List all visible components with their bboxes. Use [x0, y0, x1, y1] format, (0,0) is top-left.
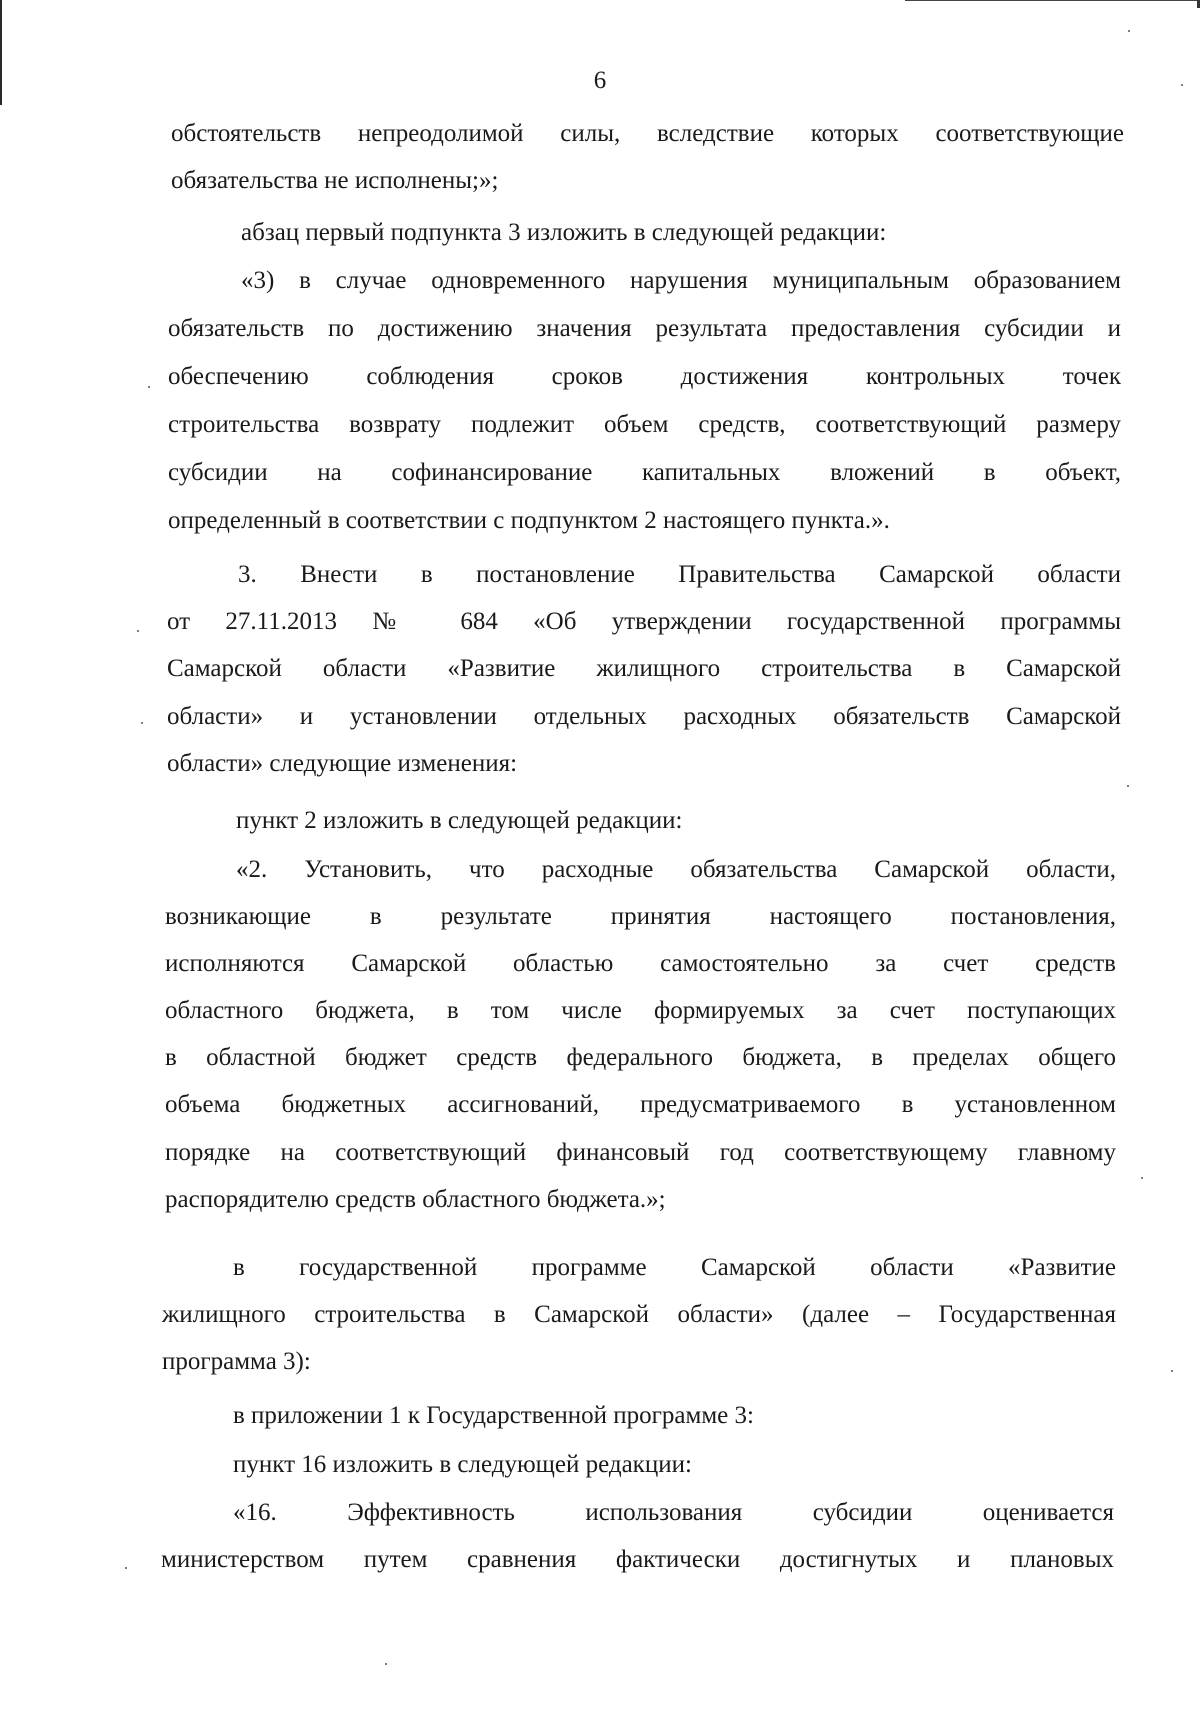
text-line: «3) в случае одновременного нарушения муниципальным образованием: [241, 267, 1121, 294]
paragraph-item-16-text: [161, 1489, 1114, 1583]
text-line: в государственной программе Самарской области «Развитие: [233, 1254, 1116, 1281]
page-number: 6: [593, 67, 607, 94]
text-line: субсидии на софинансирование капитальных вложений в объект,: [168, 459, 1121, 486]
scan-speck: [141, 722, 143, 724]
paragraph-appendix-1: [233, 1392, 1113, 1439]
text-line: пункт 16 изложить в следующей редакции:: [233, 1451, 692, 1478]
text-line: строительства возврату подлежит объем средств, соответствующий размеру: [168, 411, 1121, 438]
scan-speck: [385, 1663, 387, 1665]
text-line: области» следующие изменения:: [167, 749, 518, 777]
scan-speck: [137, 630, 139, 632]
text-line: 3. Внести в постановление Правительства Самарской области: [238, 561, 1121, 588]
text-line: обеспечению соблюдения сроков достижения контрольных точек: [168, 363, 1121, 390]
text-line: программа 3):: [162, 1348, 311, 1375]
paragraph-subitem-3-instruction: [241, 209, 1121, 256]
paragraph-state-program-3: [162, 1244, 1116, 1385]
text-line: обязательств по достижению значения результата предоставления субсидии и: [168, 315, 1121, 342]
paragraph-item-3-amend-resolution: [167, 551, 1121, 787]
text-line: в приложении 1 к Государственной программе 3:: [233, 1402, 754, 1429]
text-line: областного бюджета, в том числе формируемых за счет поступающих: [165, 997, 1116, 1025]
text-line: министерством путем сравнения фактически достигнутых и плановых: [161, 1546, 1114, 1573]
scan-speck: [148, 386, 150, 388]
text-line: «16. Эффективность использования субсидии оценивается: [233, 1499, 1114, 1526]
text-line: распорядителю средств областного бюджета.»;: [165, 1185, 666, 1213]
scan-speck: [1128, 30, 1130, 32]
text-line: объема бюджетных ассигнований, предусматриваемого в установленном: [165, 1091, 1116, 1119]
text-line: Самарской области «Развитие жилищного строительства в Самарской: [167, 655, 1121, 683]
scan-edge-top: [905, 0, 1200, 1]
text-line: пункт 2 изложить в следующей редакции:: [236, 807, 683, 834]
text-line: жилищного строительства в Самарской области» (далее – Государственная: [162, 1301, 1116, 1328]
scan-speck: [1141, 1177, 1143, 1179]
text-line: в областной бюджет средств федерального бюджета, в пределах общего: [165, 1044, 1116, 1072]
paragraph-force-majeure-ending: [171, 110, 1124, 204]
text-line: возникающие в результате принятия настоящего постановления,: [165, 903, 1116, 931]
text-line: обязательства не исполнены;»;: [171, 167, 499, 194]
text-line: абзац первый подпункта 3 изложить в следующей редакции:: [241, 219, 887, 246]
text-line: порядке на соответствующий финансовый год соответствующему главному: [165, 1138, 1116, 1166]
text-line: обстоятельств непреодолимой силы, вследствие которых соответствующие: [171, 120, 1124, 147]
paragraph-item-16-instruction: [233, 1441, 1113, 1488]
text-line: исполняются Самарской областью самостоятельно за счет средств: [165, 950, 1116, 978]
scan-speck: [1127, 785, 1129, 787]
scan-speck: [1171, 1370, 1173, 1372]
scan-speck: [125, 1567, 127, 1569]
paragraph-item-2-instruction: [236, 797, 1116, 844]
paragraph-item-2-text: [165, 846, 1116, 1223]
paragraph-subitem-3-text: [168, 257, 1121, 545]
text-line: «2. Установить, что расходные обязательства Самарской области,: [236, 856, 1116, 883]
text-line: от 27.11.2013 № 684 «Об утверждении государственной программы: [167, 608, 1121, 636]
text-line: области» и установлении отдельных расходных обязательств Самарской: [167, 702, 1121, 730]
text-line: определенный в соответствии с подпунктом 2 настоящего пункта.».: [168, 507, 890, 534]
